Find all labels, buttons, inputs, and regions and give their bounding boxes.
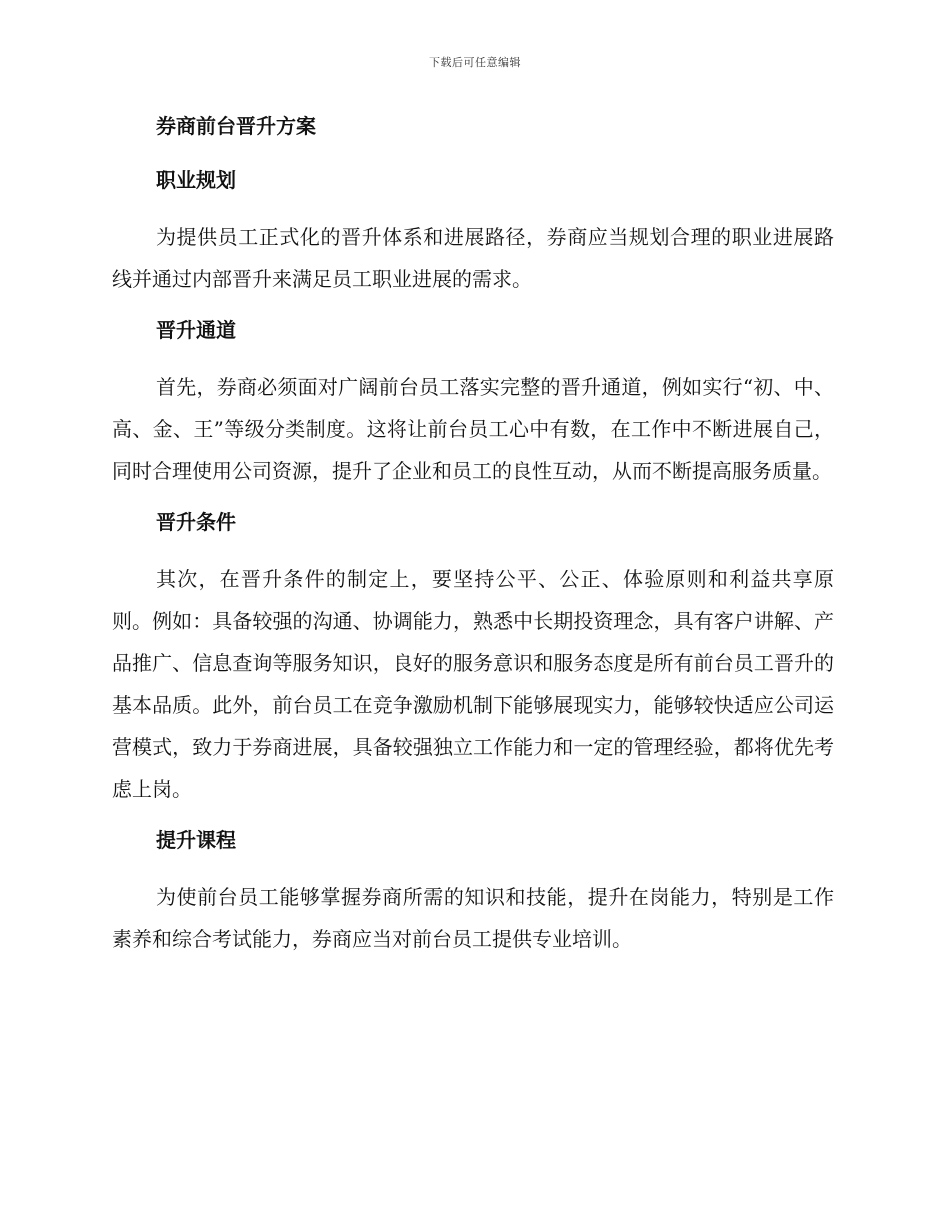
section-heading: 提升课程 — [156, 828, 236, 852]
section-training-courses — [112, 822, 834, 960]
section-promotion-conditions — [112, 504, 834, 810]
section-paragraph: 为使前台员工能够掌握券商所需的知识和技能，提升在岗能力，特别是工作素养和综合考试能力，券商应当对前台员工提供专业培训。 — [112, 885, 834, 951]
section-career-planning — [112, 162, 834, 300]
section-paragraph: 其次，在晋升条件的制定上，要坚持公平、公正、体验原则和利益共享原则。例如：具备较强的沟通、协调能力，熟悉中长期投资理念，具有客户讲解、产品推广、信息查询等服务知识，良好的服务意识和服务态度是所有前台员工晋升的基本品质。此外，前台员工在竞争激励机制下能够展现实力，能够较快适应公司运营模式，致力于券商进展，具备较强独立工作能力和一定的管理经验，都将优先考虑上岗。 — [112, 567, 834, 801]
section-paragraph: 为提供员工正式化的晋升体系和进展路径，券商应当规划合理的职业进展路线并通过内部晋升来满足员工职业进展的需求。 — [112, 225, 834, 291]
section-heading: 晋升条件 — [156, 510, 236, 534]
section-paragraph: 首先，券商必须面对广阔前台员工落实完整的晋升通道，例如实行“初、中、高、金、王”等级分类制度。这将让前台员工心中有数，在工作中不断进展自己，同时合理使用公司资源，提升了企业和员工的良性互动，从而不断提高服务质量。 — [112, 375, 834, 483]
document-title: 券商前台晋升方案 — [156, 114, 316, 138]
section-promotion-channel — [112, 312, 834, 492]
document-body — [112, 108, 834, 972]
section-heading: 晋升通道 — [156, 318, 236, 342]
section-heading: 职业规划 — [156, 168, 236, 192]
header-note: 下载后可任意编辑 — [429, 56, 521, 69]
